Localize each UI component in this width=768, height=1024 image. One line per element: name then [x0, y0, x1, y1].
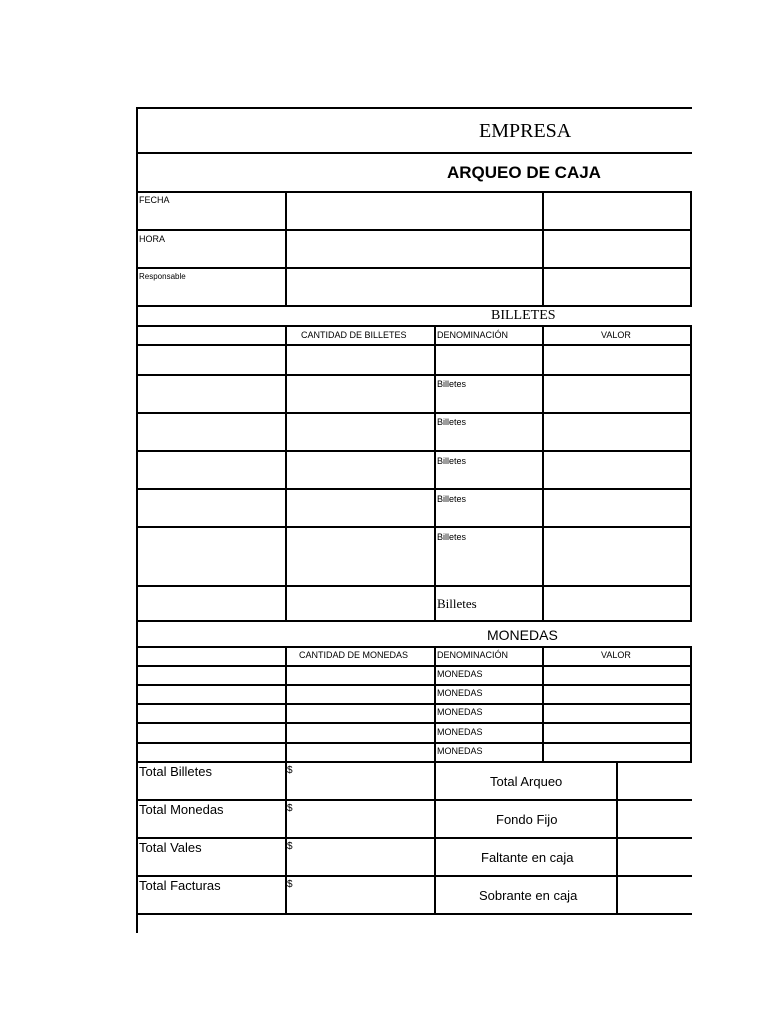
monedas-right-border [690, 646, 692, 763]
total-facturas-currency: $ [287, 879, 293, 890]
billetes-header-bottom [136, 344, 692, 346]
billetes-row-line-2 [136, 412, 692, 414]
fecha-input-cell[interactable] [286, 192, 542, 229]
billetes-row-line-5 [136, 526, 692, 528]
frame-top-border [136, 107, 692, 109]
faltante-label: Faltante en caja [481, 850, 574, 865]
monedas-col-cantidad: CANTIDAD DE MONEDAS [299, 650, 409, 660]
hora-label: HORA [139, 234, 166, 244]
monedas-col-valor: VALOR [601, 650, 631, 660]
billetes-row-line-1 [136, 374, 692, 376]
billetes-col-2 [434, 325, 436, 622]
monedas-col-denominacion: DENOMINACIÓN [437, 650, 509, 660]
monedas-denomination: MONEDAS [437, 669, 483, 679]
monedas-denomination: MONEDAS [437, 746, 483, 756]
billetes-right-border [690, 325, 692, 622]
total-facturas-value-cell[interactable] [296, 877, 434, 913]
fondo-fijo-value-cell[interactable] [619, 801, 690, 837]
total-vales-currency: $ [287, 841, 293, 852]
info-divider-3 [136, 305, 692, 307]
monedas-row-line-1 [136, 684, 692, 686]
billetes-col-cantidad: CANTIDAD DE BILLETES [301, 330, 407, 340]
form-title: ARQUEO DE CAJA [447, 163, 601, 182]
info-right-border [690, 191, 692, 307]
monedas-col-3 [542, 646, 544, 763]
billetes-col-valor: VALOR [601, 330, 631, 340]
totals-col-1 [285, 763, 287, 915]
total-billetes-currency: $ [287, 765, 293, 776]
monedas-header-top [136, 646, 692, 648]
monedas-section-title: MONEDAS [487, 627, 558, 643]
company-name: EMPRESA [479, 120, 572, 142]
billetes-denomination: Billetes [437, 379, 467, 389]
sobrante-label: Sobrante en caja [479, 888, 578, 903]
header-divider [136, 152, 692, 154]
total-arqueo-label: Total Arqueo [490, 774, 563, 789]
billetes-row-line-7 [136, 620, 692, 622]
fecha-extra-cell[interactable] [544, 192, 690, 229]
monedas-header-bottom [136, 665, 692, 667]
monedas-denomination: MONEDAS [437, 688, 483, 698]
total-vales-label: Total Vales [139, 840, 202, 855]
monedas-row-line-3 [136, 722, 692, 724]
total-vales-value-cell[interactable] [296, 839, 434, 875]
monedas-denomination: MONEDAS [437, 727, 483, 737]
billetes-col-denominacion: DENOMINACIÓN [437, 330, 509, 340]
billetes-row-line-6 [136, 585, 692, 587]
billetes-row-line-3 [136, 450, 692, 452]
fondo-fijo-label: Fondo Fijo [496, 812, 558, 827]
info-col-2 [542, 191, 544, 307]
sobrante-value-cell[interactable] [619, 877, 690, 913]
billetes-denomination: Billetes [437, 417, 467, 427]
monedas-col-1 [285, 646, 287, 763]
total-billetes-value-cell[interactable] [296, 763, 434, 799]
monedas-col-2 [434, 646, 436, 763]
total-arqueo-value-cell[interactable] [619, 763, 690, 799]
total-monedas-value-cell[interactable] [296, 801, 434, 837]
responsable-input-cell[interactable] [286, 269, 542, 305]
billetes-header-top [136, 325, 692, 327]
hora-extra-cell[interactable] [544, 231, 690, 267]
billetes-denomination: Billetes [437, 532, 467, 542]
total-billetes-label: Total Billetes [139, 764, 212, 779]
billetes-row-line-4 [136, 488, 692, 490]
billetes-col-3 [542, 325, 544, 622]
totals-col-2 [434, 763, 436, 915]
billetes-denomination-total: Billetes [437, 596, 477, 611]
totals-col-3 [616, 763, 618, 915]
hora-input-cell[interactable] [286, 231, 542, 267]
billetes-section-title: BILLETES [491, 308, 556, 323]
billetes-col-1 [285, 325, 287, 622]
total-monedas-label: Total Monedas [139, 802, 224, 817]
billetes-denomination: Billetes [437, 456, 467, 466]
billetes-denomination: Billetes [437, 494, 467, 504]
monedas-denomination: MONEDAS [437, 707, 483, 717]
responsable-extra-cell[interactable] [544, 269, 690, 305]
total-facturas-label: Total Facturas [139, 878, 221, 893]
fecha-label: FECHA [139, 195, 170, 205]
responsable-label: Responsable [139, 272, 186, 281]
totals-line-4 [136, 913, 692, 915]
total-monedas-currency: $ [287, 803, 293, 814]
monedas-row-line-4 [136, 742, 692, 744]
faltante-value-cell[interactable] [619, 839, 690, 875]
monedas-row-line-2 [136, 703, 692, 705]
info-col-1 [285, 191, 287, 307]
